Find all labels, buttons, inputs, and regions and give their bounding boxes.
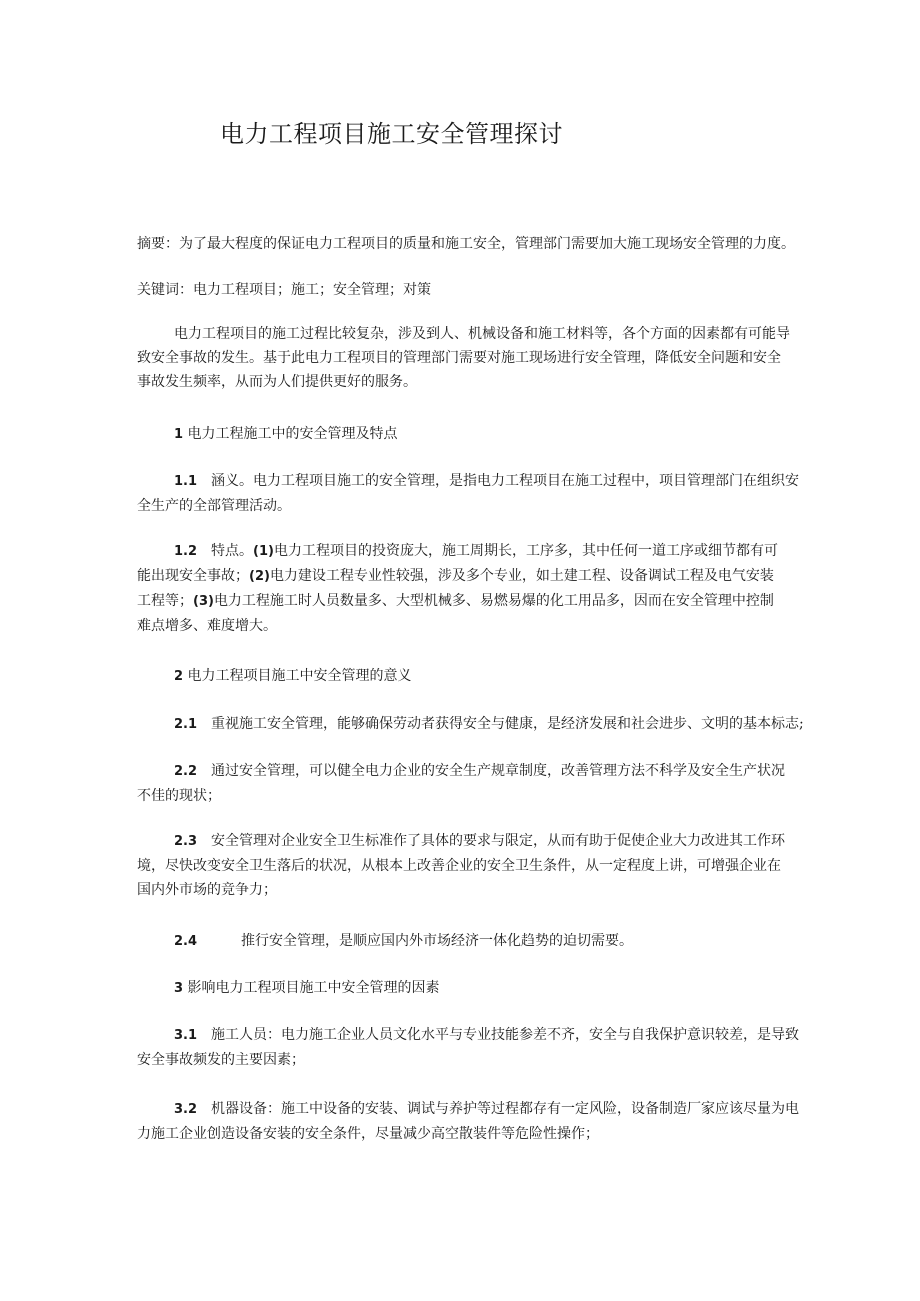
paragraph-1-2 <box>137 539 778 638</box>
section-number: 3 <box>174 981 184 996</box>
paragraph-text: 通过安全管理，可以健全电力企业的安全生产规章制度，改善管理方法不科学及安全生产状况 <box>211 763 786 779</box>
paragraph-2-4 <box>137 929 633 954</box>
intro-line: 事故发生频率，从而为人们提供更好的服务。 <box>137 374 417 390</box>
document-title: 电力工程项目施工安全管理探讨 <box>220 120 563 148</box>
paragraph-2-1 <box>137 712 804 737</box>
paragraph-text: 难点增多、难度增大。 <box>137 618 277 634</box>
section-title: 影响电力工程项目施工中安全管理的因素 <box>187 980 440 996</box>
section-number: 1 <box>174 427 184 442</box>
paragraph-3-2 <box>137 1097 799 1146</box>
paragraph-2-2 <box>137 759 785 808</box>
paragraph-text: 安全管理对企业安全卫生标准作了具体的要求与限定，从而有助于促使企业大力改进其工作环 <box>211 833 786 849</box>
paragraph-text: 不佳的现状； <box>137 788 221 804</box>
paragraph-text: 安全事故频发的主要因素； <box>137 1052 305 1068</box>
paragraph-number: 1.2 <box>174 544 198 559</box>
intro-line: 致安全事故的发生。基于此电力工程项目的管理部门需要对施工现场进行安全管理，降低安全问题和安全 <box>137 350 781 366</box>
intro-line: 电力工程项目的施工过程比较复杂，涉及到人、机械设备和施工材料等，各个方面的因素都有可能导 <box>174 326 790 342</box>
section-title: 电力工程项目施工中安全管理的意义 <box>187 668 412 684</box>
section-title: 电力工程施工中的安全管理及特点 <box>187 426 398 442</box>
paragraph-text: 施工人员：电力施工企业人员文化水平与专业技能参差不齐，安全与自我保护意识较差，是导致 <box>211 1027 800 1043</box>
paragraph-number: 2.3 <box>174 834 198 849</box>
abstract: 摘要：为了最大程度的保证电力工程项目的质量和施工安全，管理部门需要加大施工现场安全管理的力度。 <box>137 236 795 252</box>
paragraph-text: 国内外市场的竞争力； <box>137 882 277 898</box>
intro-paragraph <box>137 322 790 394</box>
paragraph-text: 电力建设工程专业性较强，涉及多个专业，如土建工程、设备调试工程及电气安装 <box>269 568 774 584</box>
paragraph-text: 特点。 <box>211 543 254 559</box>
paragraph-text: 电力工程施工时人员数量多、大型机械多、易燃易爆的化工用品多，因而在安全管理中控制 <box>213 593 774 609</box>
paragraph-text: 重视施工安全管理，能够确保劳动者获得安全与健康，是经济发展和社会进步、文明的基本标志; <box>211 716 804 732</box>
section-1-heading <box>137 422 398 447</box>
list-marker: (3) <box>193 594 214 609</box>
paragraph-number: 2.4 <box>174 934 198 949</box>
paragraph-text: 能出现安全事故； <box>137 568 249 584</box>
paragraph-2-3 <box>137 829 785 902</box>
list-marker: (2) <box>249 569 270 584</box>
paragraph-text: 推行安全管理，是顺应国内外市场经济一体化趋势的迫切需要。 <box>241 933 634 949</box>
section-number: 2 <box>174 669 184 684</box>
paragraph-text: 力施工企业创造设备安装的安全条件，尽量减少高空散装件等危险性操作； <box>137 1126 599 1142</box>
section-3-heading <box>137 976 440 1001</box>
paragraph-text: 工程等； <box>137 593 193 609</box>
section-2-heading <box>137 664 412 689</box>
paragraph-3-1 <box>137 1023 799 1072</box>
paragraph-number: 3.1 <box>174 1028 198 1043</box>
paragraph-text: 涵义。电力工程项目施工的安全管理，是指电力工程项目在施工过程中，项目管理部门在组织安 <box>211 473 800 489</box>
paragraph-number: 2.1 <box>174 717 198 732</box>
paragraph-text: 全生产的全部管理活动。 <box>137 498 291 514</box>
paragraph-text: 电力工程项目的投资庞大，施工周期长，工序多，其中任何一道工序或细节都有可 <box>273 543 778 559</box>
keywords: 关键词：电力工程项目；施工；安全管理；对策 <box>137 282 431 298</box>
paragraph-text: 境，尽快改变安全卫生落后的状况，从根本上改善企业的安全卫生条件，从一定程度上讲，可增强企业在 <box>137 858 781 874</box>
paragraph-number: 3.2 <box>174 1102 198 1117</box>
paragraph-number: 2.2 <box>174 764 198 779</box>
list-marker: (1) <box>253 544 274 559</box>
paragraph-text: 机器设备：施工中设备的安装、调试与养护等过程都存有一定风险，设备制造厂家应该尽量为电 <box>211 1101 800 1117</box>
paragraph-number: 1.1 <box>174 474 198 489</box>
paragraph-1-1 <box>137 469 799 518</box>
